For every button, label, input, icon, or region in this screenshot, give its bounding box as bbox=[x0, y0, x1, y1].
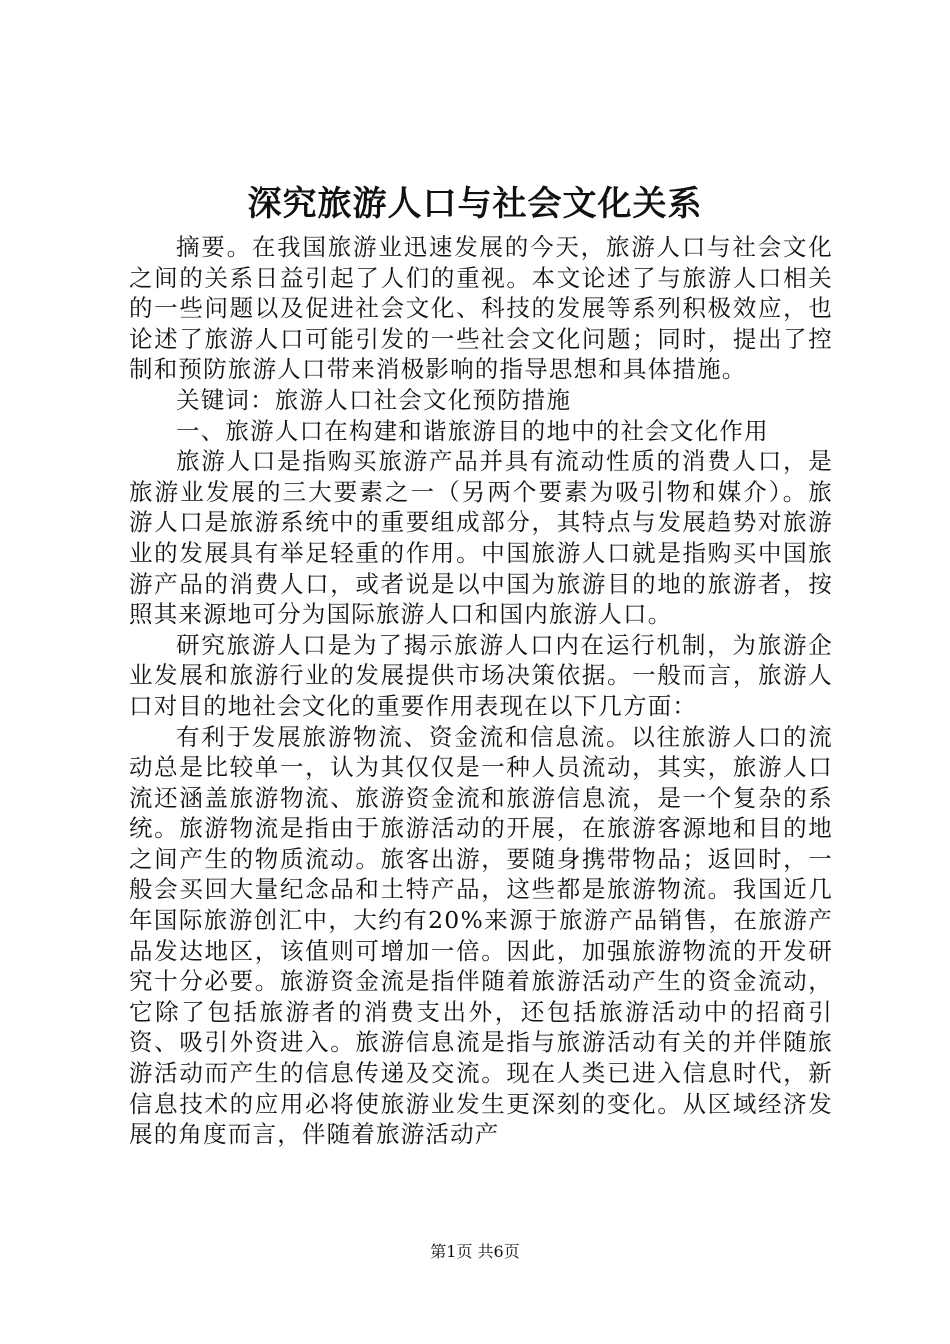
page-number: 第1页 共6页 bbox=[430, 1242, 520, 1261]
abstract-paragraph: 摘要。在我国旅游业迅速发展的今天，旅游人口与社会文化之间的关系日益引起了人们的重视。本文论述了与旅游人口相关的一些问题以及促进社会文化、科技的发展等系列积极效应，也论述了旅游人口可能引发的一些社会文化问题；同时，提出了控制和预防旅游人口带来消极影响的指导思想和具体措施。 bbox=[129, 233, 833, 384]
document-body bbox=[129, 232, 833, 1150]
document-title: 深究旅游人口与社会文化关系 bbox=[247, 184, 703, 224]
body-paragraph: 有利于发展旅游物流、资金流和信息流。以往旅游人口的流动总是比较单一，认为其仅仅是一种人员流动，其实，旅游人口流还涵盖旅游物流、旅游资金流和旅游信息流，是一个复杂的系统。旅游物流是指由于旅游活动的开展，在旅游客源地和目的地之间产生的物质流动。旅客出游，要随身携带物品；返回时，一般会买回大量纪念品和土特产品，这些都是旅游物流。我国近几年国际旅游创汇中，大约有20%来源于旅游产品销售，在旅游产品发达地区，该值则可增加一倍。因此，加强旅游物流的开发研究十分必要。旅游资金流是指伴随着旅游活动产生的资金流动，它除了包括旅游者的消费支出外，还包括旅游活动中的招商引资、吸引外资进入。旅游信息流是指与旅游活动有关的并伴随旅游活动而产生的信息传递及交流。现在人类已进入信息时代，新信息技术的应用必将使旅游业发生更深刻的变化。从区域经济发展的角度而言，伴随着旅游活动产 bbox=[129, 722, 833, 1149]
section-heading: 一、旅游人口在构建和谐旅游目的地中的社会文化作用 bbox=[176, 416, 769, 445]
body-paragraph: 研究旅游人口是为了揭示旅游人口内在运行机制，为旅游企业发展和旅游行业的发展提供市场决策依据。一般而言，旅游人口对目的地社会文化的重要作用表现在以下几方面： bbox=[129, 630, 833, 720]
body-paragraph: 旅游人口是指购买旅游产品并具有流动性质的消费人口，是旅游业发展的三大要素之一（另两个要素为吸引物和媒介）。旅游人口是旅游系统中的重要组成部分，其特点与发展趋势对旅游业的发展具有举足轻重的作用。中国旅游人口就是指购买中国旅游产品的消费人口，或者说是以中国为旅游目的地的旅游者，按照其来源地可分为国际旅游人口和国内旅游人口。 bbox=[129, 447, 833, 629]
keywords-line: 关键词：旅游人口社会文化预防措施 bbox=[176, 385, 572, 414]
